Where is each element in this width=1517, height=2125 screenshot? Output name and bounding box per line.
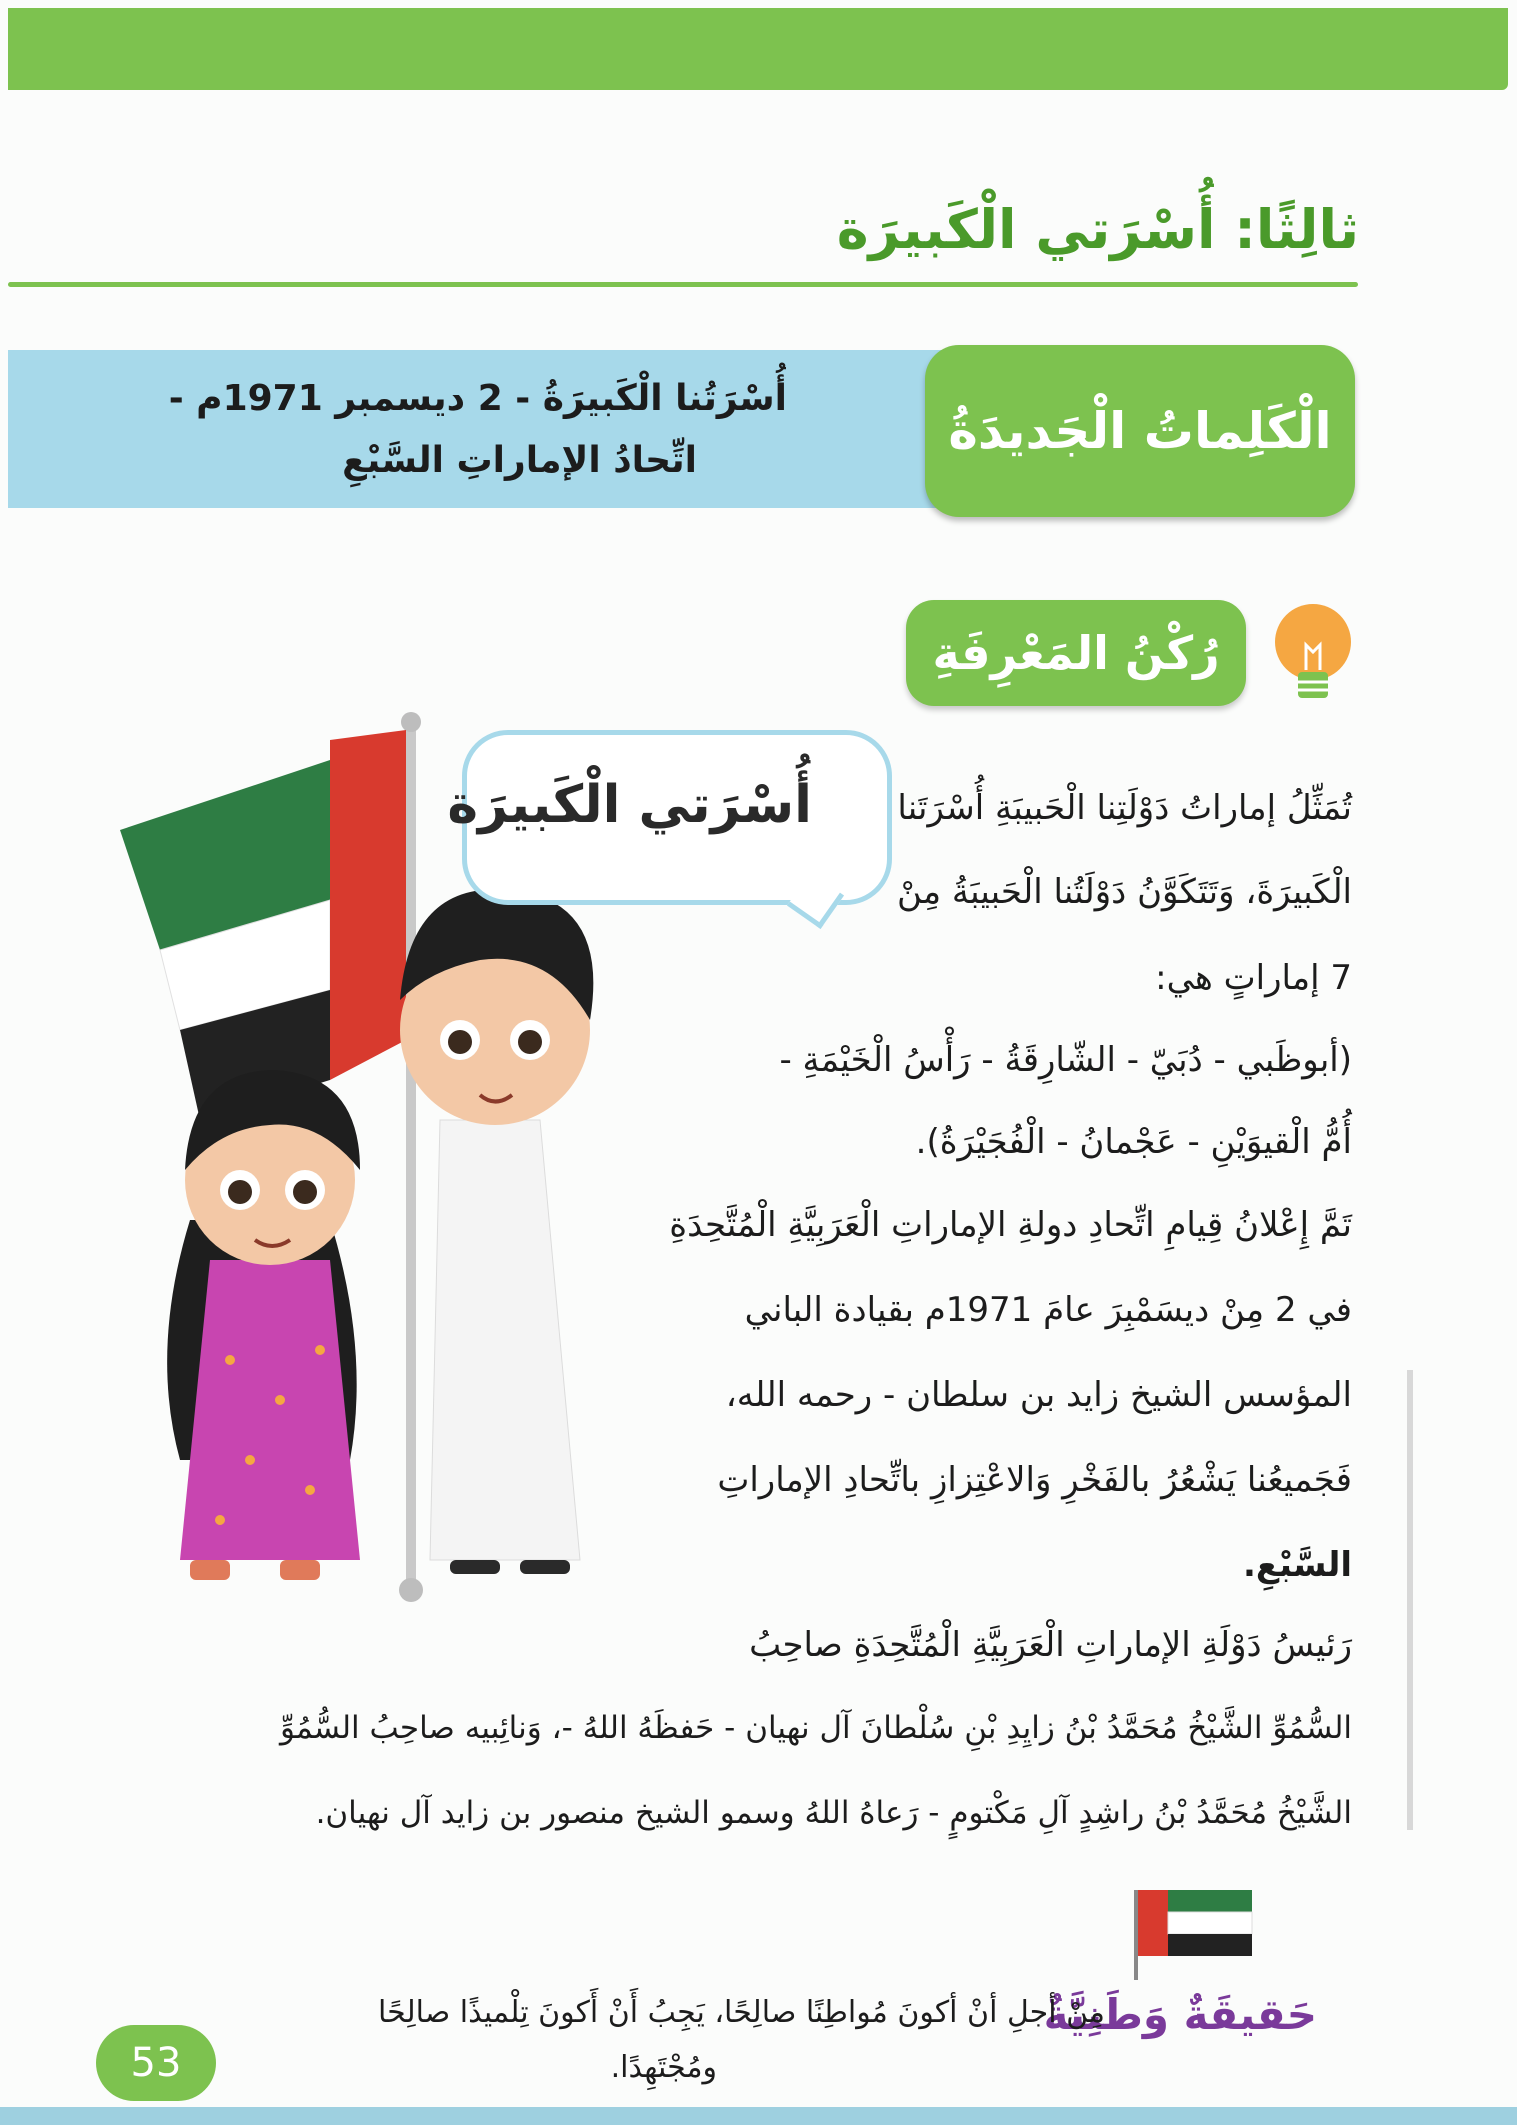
paragraph-line-6: تَمَّ إِعْلانُ قِيامِ اتِّحادِ دولةِ الإماراتِ الْعَرَبِيَّةِ الْمُتَّحِدَةِ [669,1205,1352,1245]
section-title: ثالِثًا: أُسْرَتي الْكَبيرَة [836,198,1359,261]
page-number: 53 [96,2025,216,2101]
new-words-label-text: الْكَلِماتُ الْجَديدَةُ [948,402,1332,460]
uae-flag [120,730,406,1120]
paragraph-line-4: (أبوظَبي - دُبَيّ - الشّارِقَةُ - رَأْسُ الْخَيْمَةِ - [779,1040,1352,1080]
national-fact-line-2: ومُجْتَهِدًا. [610,2050,717,2085]
title-underline [8,282,1358,287]
new-words-label [925,345,1355,517]
paragraph-line-7: في 2 مِنْ ديسَمْبِرَ عامَ 1971م بقيادة الباني [744,1290,1352,1330]
paragraph-line-8: المؤسس الشيخ زايد بن سلطان - رحمه الله، [725,1375,1352,1415]
new-words-line-2: اتِّحادُ الإماراتِ السَّبْعِ [342,440,697,481]
paragraph-line-9: فَجَميعُنا يَشْعُرُ بالفَخْرِ وَالاعْتِزازِ باتِّحادِ الإماراتِ [717,1460,1352,1500]
uae-flag-icon [1130,1880,1260,1980]
paragraph-line-11: رَئيسُ دَوْلَةِ الإماراتِ الْعَرَبِيَّةِ الْمُتَّحِدَةِ صاحِبُ [749,1625,1352,1665]
paragraph-line-1: تُمَثِّلُ إماراتُ دَوْلَتِنا الْحَبيبَةِ أُسْرَتَنا [897,788,1352,828]
paragraph-line-5: أُمُّ الْقيوَيْنِ - عَجْمانُ - الْفُجَيْرَةُ). [915,1122,1352,1162]
paragraph-line-13: الشَّيْخُ مُحَمَّدُ بْنُ راشِدٍ آلِ مَكْتومٍ - رَعاهُ اللهُ وسمو الشيخ منصور بن زايد آل نهيان. [315,1795,1352,1831]
new-words-band [8,350,1008,508]
paragraph-line-10: السَّبْعِ. [1242,1545,1352,1585]
copyright-margin-note [1398,1370,1422,1830]
bottom-color-bar [0,2107,1517,2125]
knowledge-corner-text: رُكْنُ المَعْرِفَةِ [932,626,1220,680]
national-fact-line-1: مِنْ أجلِ أنْ أكونَ مُواطِنًا صالِحًا، يَجِبُ أَنْ أَكونَ تِلْميذًا صالِحًا [377,1995,1105,2030]
knowledge-corner-label [906,600,1246,706]
paragraph-line-2: الْكَبيرَةَ، وَتَتَكَوَّنُ دَوْلَتُنا الْحَبيبَةُ مِنْ [897,872,1352,912]
top-color-bar [8,8,1508,90]
paragraph-line-12: السُّمُوِّ الشَّيْخُ مُحَمَّدُ بْنُ زايِدِ بْنِ سُلْطانَ آل نهيان - حَفظَهُ اللهُ -، وَنائِبيه صاحِبُ السُّمُوِّ [279,1710,1352,1746]
lightbulb-icon [1268,600,1358,710]
girl-figure [167,1070,360,1580]
boy-figure [400,889,593,1574]
national-fact-label: حَقيقَةٌ وَطَنِيَّةٌ [1043,1990,1317,2039]
paragraph-line-3: 7 إماراتٍ هي: [1155,958,1352,998]
new-words-line-1: أُسْرَتُنا الْكَبيرَةُ - 2 ديسمبر 1971م - [168,378,787,419]
speech-bubble-text: أُسْرَتي الْكَبيرَة [447,775,812,835]
